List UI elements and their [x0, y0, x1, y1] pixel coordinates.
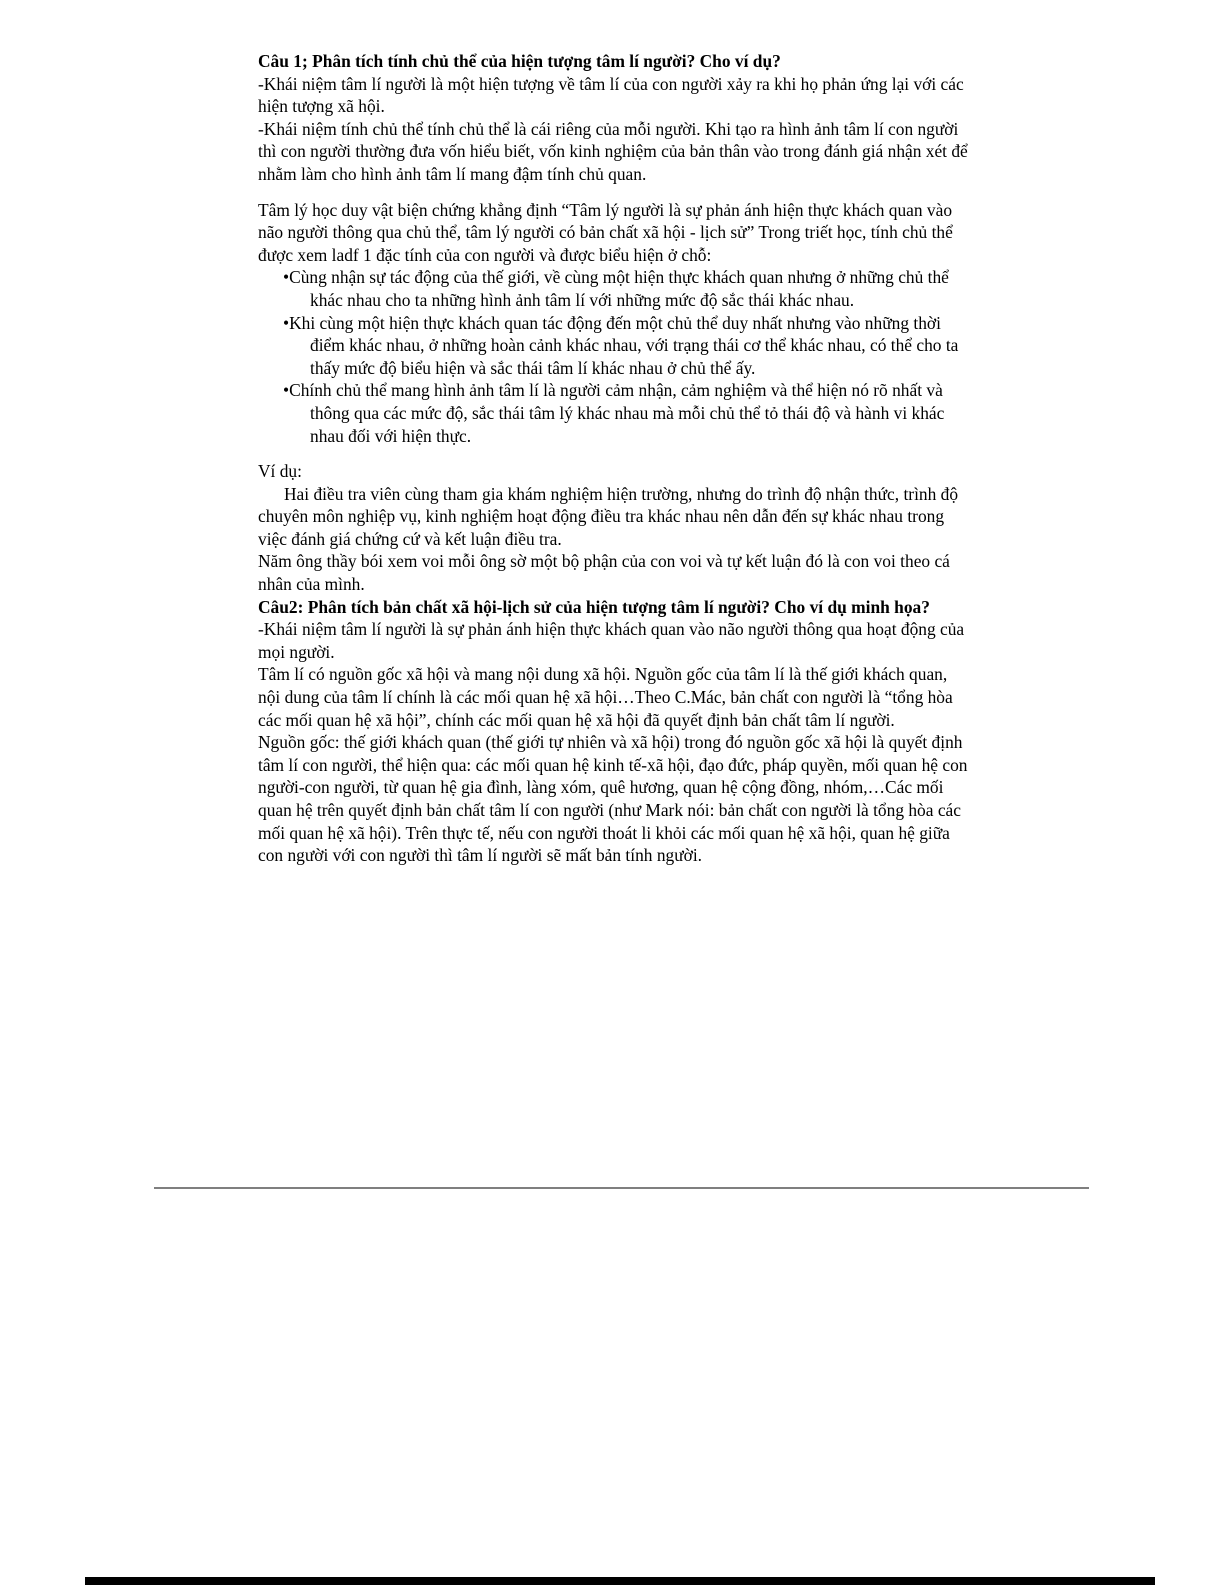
- q1-example-label: Ví dụ:: [258, 461, 302, 482]
- next-page-edge: [85, 1577, 1155, 1585]
- bullet-item-subject-expression: • Chính chủ thể mang hình ảnh tâm lí là người cảm nhận, cảm nghiệm và thể hiện nó rõ nhất và thông qua các mức độ, sắc thái tâm lý khác nhau mà mỗi chủ thể tỏ thái độ và hành vi khác nhau đối với hiện thực.: [258, 379, 970, 447]
- q1-bullet-list: [258, 266, 970, 447]
- q1-example-investigators: Hai điều tra viên cùng tham gia khám nghiệm hiện trường, nhưng do trình độ nhận thức, trình độ chuyên môn nghiệp vụ, kinh nghiệm hoạt động điều tra khác nhau nên dẫn đến sự khác nhau trong việc đánh giá chứng cứ và kết luận điều tra.: [258, 483, 959, 549]
- bullet-item-single-subject: • Khi cùng một hiện thực khách quan tác động đến một chủ thể duy nhất nhưng vào những thời điểm khác nhau, ở những hoàn cảnh khác nhau, với trạng thái cơ thể khác nhau, có thể cho ta thấy mức độ biểu hiện và sắc thái tâm lí khác nhau ở chủ thể ấy.: [258, 312, 970, 380]
- document-body: [258, 50, 970, 867]
- q1-heading: Câu 1; Phân tích tính chủ thể của hiện tượng tâm lí người? Cho ví dụ?: [258, 51, 781, 71]
- horizontal-divider: [154, 1187, 1089, 1189]
- q1-para-subjectivity-concept: -Khái niệm tính chủ thể tính chủ thể là cái riêng của mỗi người. Khi tạo ra hình ảnh tâm lí con người thì con người thường đưa vốn hiểu biết, vốn kinh nghiệm của bản thân vào trong đánh giá nhận xét để nhằm làm cho hình ảnh tâm lí mang đậm tính chủ quan.: [258, 118, 968, 184]
- q1-para-psych-concept: -Khái niệm tâm lí người là một hiện tượng về tâm lí của con người xảy ra khi họ phản ứng lại với các hiện tượng xã hội.: [258, 73, 964, 117]
- q2-para-social-origin: Tâm lí có nguồn gốc xã hội và mang nội dung xã hội. Nguồn gốc của tâm lí là thế giới khách quan, nội dung của tâm lí chính là các mối quan hệ xã hội…Theo C.Mác, bản chất con người là “tổng hòa các mối quan hệ xã hội”, chính các mối quan hệ xã hội đã quyết định bản chất tâm lí người.: [258, 664, 953, 730]
- q2-para-origin-detail: Nguồn gốc: thế giới khách quan (thế giới tự nhiên và xã hội) trong đó nguồn gốc xã hội là quyết định tâm lí con người, thể hiện qua: các mối quan hệ kinh tế-xã hội, đạo đức, pháp quyền, mối quan hệ con người-con người, từ quan hệ gia đình, làng xóm, quê hương, quan hệ cộng đồng, nhóm,…Các mối quan hệ trên quyết định bản chất tâm lí con người (như Mark nói: bản chất con người là tổng hòa các mối quan hệ xã hội). Trên thực tế, nếu con người thoát li khỏi các mối quan hệ xã hội, quan hệ giữa con người với con người thì tâm lí người sẽ mất bản tính người.: [258, 732, 968, 866]
- q1-para-materialism: Tâm lý học duy vật biện chứng khẳng định “Tâm lý người là sự phản ánh hiện thực khách quan vào não người thông qua chủ thể, tâm lý người có bản chất xã hội - lịch sử” Trong triết học, tính chủ thể được xem ladf 1 đặc tính của con người và được biểu hiện ở chỗ:: [258, 199, 953, 265]
- q1-example-blind-men: Năm ông thầy bói xem voi mỗi ông sờ một bộ phận của con voi và tự kết luận đó là con voi theo cá nhân của mình.: [258, 551, 950, 595]
- q2-heading: Câu2: Phân tích bản chất xã hội-lịch sử của hiện tượng tâm lí người? Cho ví dụ minh họa?: [258, 596, 930, 617]
- q2-para-concept: -Khái niệm tâm lí người là sự phản ánh hiện thực khách quan vào não người thông qua hoạt động của mọi người.: [258, 619, 965, 662]
- bullet-item-world-impact: • Cùng nhận sự tác động của thế giới, về cùng một hiện thực khách quan nhưng ở những chủ thể khác nhau cho ta những hình ảnh tâm lí với những mức độ sắc thái khác nhau.: [258, 266, 970, 311]
